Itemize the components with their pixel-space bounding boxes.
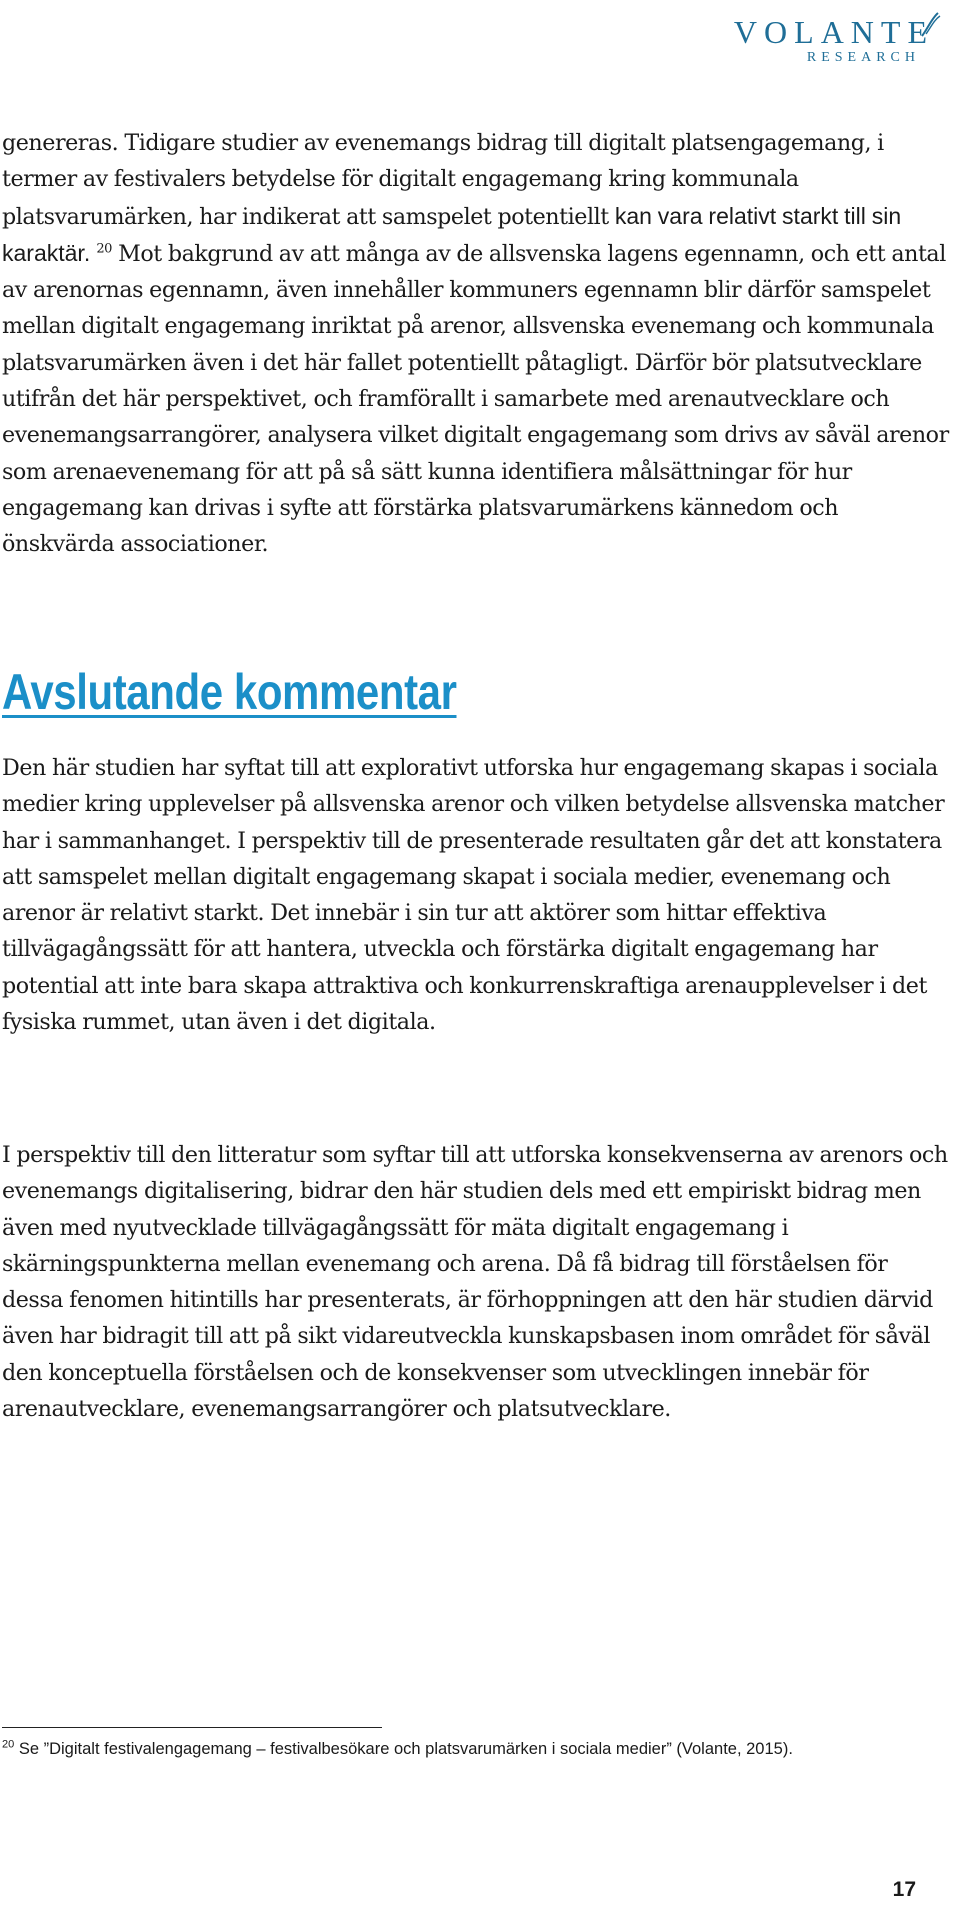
logo-name: VOLANTE bbox=[733, 14, 934, 50]
body-paragraph: I perspektiv till den litteratur som syftar till att utforska konsekvenserna av arenors och evenemangs digitalisering, bidrar den här studien dels med ett empiriskt bidrag men även med nyutvecklade tillvägagångssätt för mäta digitalt engagemang i skärningspunkterna mellan evenemang och arena. Då få bidrag till förståelsen för dessa fenomen hitintills har presenterats, är förhoppningen att den här studien därvid även har bidragit till att på sikt vidareutveckla kunskapsbasen inom området för såväl den konceptuella förståelsen och de konsekvenser som utvecklingen innebär för arenautvecklare, evenemangsarrangörer och platsutvecklare. bbox=[2, 1142, 948, 1423]
paragraph-text-continued: Mot bakgrund av att många av de allsvenska lagens egennamn, och ett antal av arenornas egennamn, även innehåller kommuners egennamn blir därför samspelet mellan digitalt engagemang inriktat på arenor, allsvenska evenemang och kommunala platsvarumärken även i det här fallet potentiellt påtagligt. Därför bör platsutvecklare utifrån det här perspektivet, och framförallt i samarbete med arenautvecklare och evenemangsarrangörer, analysera vilket digitalt engagemang som drivs av såväl arenor som arenaevenemang för att på så sätt kunna identifiera målsättningar för hur engagemang kan drivas i syfte att förstärka platsvarumärkens kännedom och önskvärda associationer. bbox=[2, 240, 949, 558]
body-paragraph: Den här studien har syftat till att explorativt utforska hur engagemang skapas i sociala medier kring upplevelser på allsvenska arenor och vilken betydelse allsvenska matcher har i sammanhanget. I perspektiv till de presenterade resultaten går det att konstatera att samspelet mellan digitalt engagemang skapat i sociala medier, evenemang och arenor är relativt starkt. Det innebär i sin tur att aktörer som hittar effektiva tillvägagångssätt för att hantera, utveckla och förstärka digitalt engagemang har potential att inte bara skapa attraktiva och konkurrenskraftiga arenaupplevelser i det fysiska rummet, utan även i det digitala. bbox=[2, 755, 945, 1036]
body-paragraph bbox=[2, 125, 952, 563]
footnote-text: Se ”Digitalt festivalengagemang – festivalbesökare och platsvarumärken i sociala medier” (Volante, 2015). bbox=[14, 1740, 793, 1758]
paragraph-text-sans: kan vara relativt starkt till sin karaktär. bbox=[2, 202, 902, 266]
volante-research-logo bbox=[733, 8, 942, 68]
footnote-separator bbox=[2, 1727, 382, 1728]
paragraph-1 bbox=[2, 125, 952, 563]
footnote-reference[interactable]: 20 bbox=[96, 241, 112, 257]
footnote bbox=[2, 1737, 902, 1762]
paragraph-text: genereras. Tidigare studier av evenemangs bidrag till digitalt platsengagemang, i termer av festivalers betydelse för digitalt engagemang kring kommunala platsvarumärken, har indikerat att samspelet potentiellt bbox=[2, 130, 884, 230]
logo-subtitle: RESEARCH bbox=[806, 50, 920, 65]
footnote-number: 20 bbox=[2, 1738, 15, 1751]
paragraph-3 bbox=[2, 1137, 952, 1427]
page-number: 17 bbox=[892, 1878, 916, 1901]
section-heading: Avslutande kommentar bbox=[2, 664, 457, 720]
paragraph-2 bbox=[2, 750, 952, 1040]
